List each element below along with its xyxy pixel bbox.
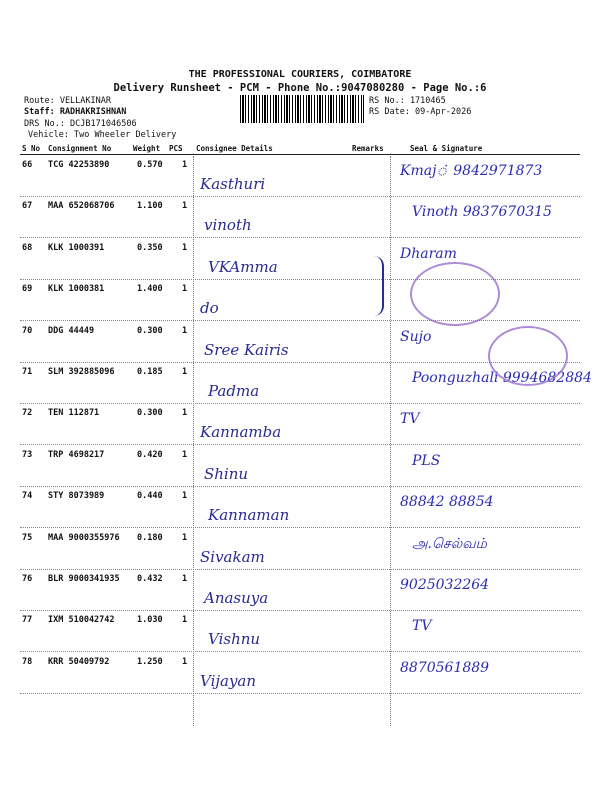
- sno-cell: 78: [22, 657, 33, 667]
- pcs-cell: 1: [182, 657, 188, 667]
- weight-cell: 0.180: [137, 533, 163, 543]
- consignee-name: Padma: [208, 382, 260, 400]
- consignee-name: Vijayan: [200, 672, 257, 690]
- row-divider: [20, 486, 580, 487]
- consignee-name: Kasthuri: [200, 175, 266, 193]
- sno-cell: 74: [22, 491, 33, 501]
- signature: Sujo: [400, 329, 432, 345]
- runsheet-title: THE PROFESSIONAL COURIERS, COIMBATORE: [188, 69, 412, 80]
- consignee-name: Shinu: [204, 465, 249, 483]
- sno-cell: 77: [22, 615, 33, 625]
- delivery-stamp: [410, 262, 500, 326]
- consignment-cell: TEN 112871: [48, 408, 100, 418]
- pcs-cell: 1: [182, 284, 188, 294]
- runsheet-subtitle: Delivery Runsheet - PCM - Phone No.:9047080280 - Page No.:6: [113, 82, 487, 94]
- sno-cell: 69: [22, 284, 33, 294]
- signature: 9025032264: [400, 577, 490, 593]
- consignment-cell: KRR 50409792: [48, 657, 110, 667]
- signature: Poonguzhali 9994682884: [412, 370, 592, 386]
- pcs-cell: 1: [182, 574, 188, 584]
- row-divider: [20, 693, 580, 694]
- consignment-cell: MAA 9000355976: [48, 533, 120, 543]
- signature: Kmaj் 9842971873: [400, 163, 543, 179]
- weight-cell: 0.432: [137, 574, 163, 584]
- consignment-cell: DDG 44449: [48, 326, 95, 336]
- barcode: [240, 95, 364, 123]
- rs-number: RS No.: 1710465: [369, 96, 446, 106]
- column-header-pcs: PCS: [169, 144, 183, 153]
- sno-cell: 75: [22, 533, 33, 543]
- consignee-name: Sivakam: [200, 548, 265, 566]
- consignment-cell: MAA 652068706: [48, 201, 115, 211]
- consignee-name: do: [200, 299, 219, 317]
- consignment-cell: STY 8073989: [48, 491, 105, 501]
- signature: Dharam: [400, 246, 457, 262]
- drs-label: DRS No.: DCJB171046506: [24, 119, 137, 129]
- pcs-cell: 1: [182, 450, 188, 460]
- consignment-cell: TCG 42253890: [48, 160, 110, 170]
- pcs-cell: 1: [182, 491, 188, 501]
- sno-cell: 73: [22, 450, 33, 460]
- pcs-cell: 1: [182, 160, 188, 170]
- consignment-cell: KLK 1000381: [48, 284, 105, 294]
- column-header-consignment: Consignment No: [48, 144, 112, 153]
- row-divider: [20, 651, 580, 652]
- pcs-cell: 1: [182, 615, 188, 625]
- weight-cell: 1.100: [137, 201, 163, 211]
- vehicle-label: Vehicle: Two Wheeler Delivery: [28, 130, 177, 140]
- consignment-cell: KLK 1000391: [48, 243, 105, 253]
- weight-cell: 1.400: [137, 284, 163, 294]
- pcs-cell: 1: [182, 367, 188, 377]
- consignee-name: vinoth: [204, 216, 252, 234]
- row-divider: [20, 444, 580, 445]
- column-divider-remarks: [390, 156, 391, 726]
- weight-cell: 0.420: [137, 450, 163, 460]
- consignee-name: Vishnu: [208, 630, 261, 648]
- column-header-remarks: Remarks: [352, 144, 384, 153]
- consignee-name: Anasuya: [204, 589, 269, 607]
- signature: 88842 88854: [400, 494, 494, 510]
- signature: TV: [412, 618, 432, 634]
- sno-cell: 66: [22, 160, 33, 170]
- sno-cell: 68: [22, 243, 33, 253]
- row-divider: [20, 527, 580, 528]
- pcs-cell: 1: [182, 408, 188, 418]
- consignment-cell: IXM 510042742: [48, 615, 115, 625]
- sno-cell: 71: [22, 367, 33, 377]
- pcs-cell: 1: [182, 533, 188, 543]
- weight-cell: 1.250: [137, 657, 163, 667]
- column-header-seal: Seal & Signature: [410, 144, 483, 153]
- signature: TV: [400, 411, 420, 427]
- weight-cell: 0.300: [137, 326, 163, 336]
- header-rule: [20, 154, 580, 155]
- weight-cell: 0.570: [137, 160, 163, 170]
- weight-cell: 1.030: [137, 615, 163, 625]
- consignment-cell: BLR 9000341935: [48, 574, 120, 584]
- rs-date: RS Date: 09-Apr-2026: [369, 107, 472, 117]
- row-divider: [20, 569, 580, 570]
- row-divider: [20, 403, 580, 404]
- row-divider: [20, 237, 580, 238]
- weight-cell: 0.350: [137, 243, 163, 253]
- weight-cell: 0.185: [137, 367, 163, 377]
- sno-cell: 76: [22, 574, 33, 584]
- signature: Vinoth 9837670315: [412, 204, 552, 220]
- consignment-cell: SLM 392885096: [48, 367, 115, 377]
- sno-cell: 67: [22, 201, 33, 211]
- signature: அ.செல்வம்: [412, 536, 487, 552]
- column-header-weight: Weight: [133, 144, 161, 153]
- route-label: Route: VELLAKINAR: [24, 96, 111, 106]
- consignment-cell: TRP 4698217: [48, 450, 105, 460]
- delivery-stamp: [488, 326, 568, 386]
- consignee-name: VKAmma: [208, 258, 278, 276]
- pcs-cell: 1: [182, 326, 188, 336]
- consignee-name: Sree Kairis: [204, 341, 289, 359]
- bracket-mark: [368, 256, 384, 316]
- row-divider: [20, 196, 580, 197]
- signature: PLS: [412, 453, 441, 469]
- consignee-name: Kannaman: [208, 506, 290, 524]
- row-divider: [20, 320, 580, 321]
- signature: 8870561889: [400, 660, 490, 676]
- sno-cell: 72: [22, 408, 33, 418]
- sno-cell: 70: [22, 326, 33, 336]
- column-header-consignee: Consignee Details: [196, 144, 273, 153]
- column-divider-consignee: [193, 156, 194, 726]
- staff-label: Staff: RADHAKRISHNAN: [24, 107, 127, 117]
- weight-cell: 0.440: [137, 491, 163, 501]
- column-header-sno: S No: [22, 144, 41, 153]
- row-divider: [20, 610, 580, 611]
- consignee-name: Kannamba: [200, 423, 282, 441]
- weight-cell: 0.300: [137, 408, 163, 418]
- pcs-cell: 1: [182, 243, 188, 253]
- pcs-cell: 1: [182, 201, 188, 211]
